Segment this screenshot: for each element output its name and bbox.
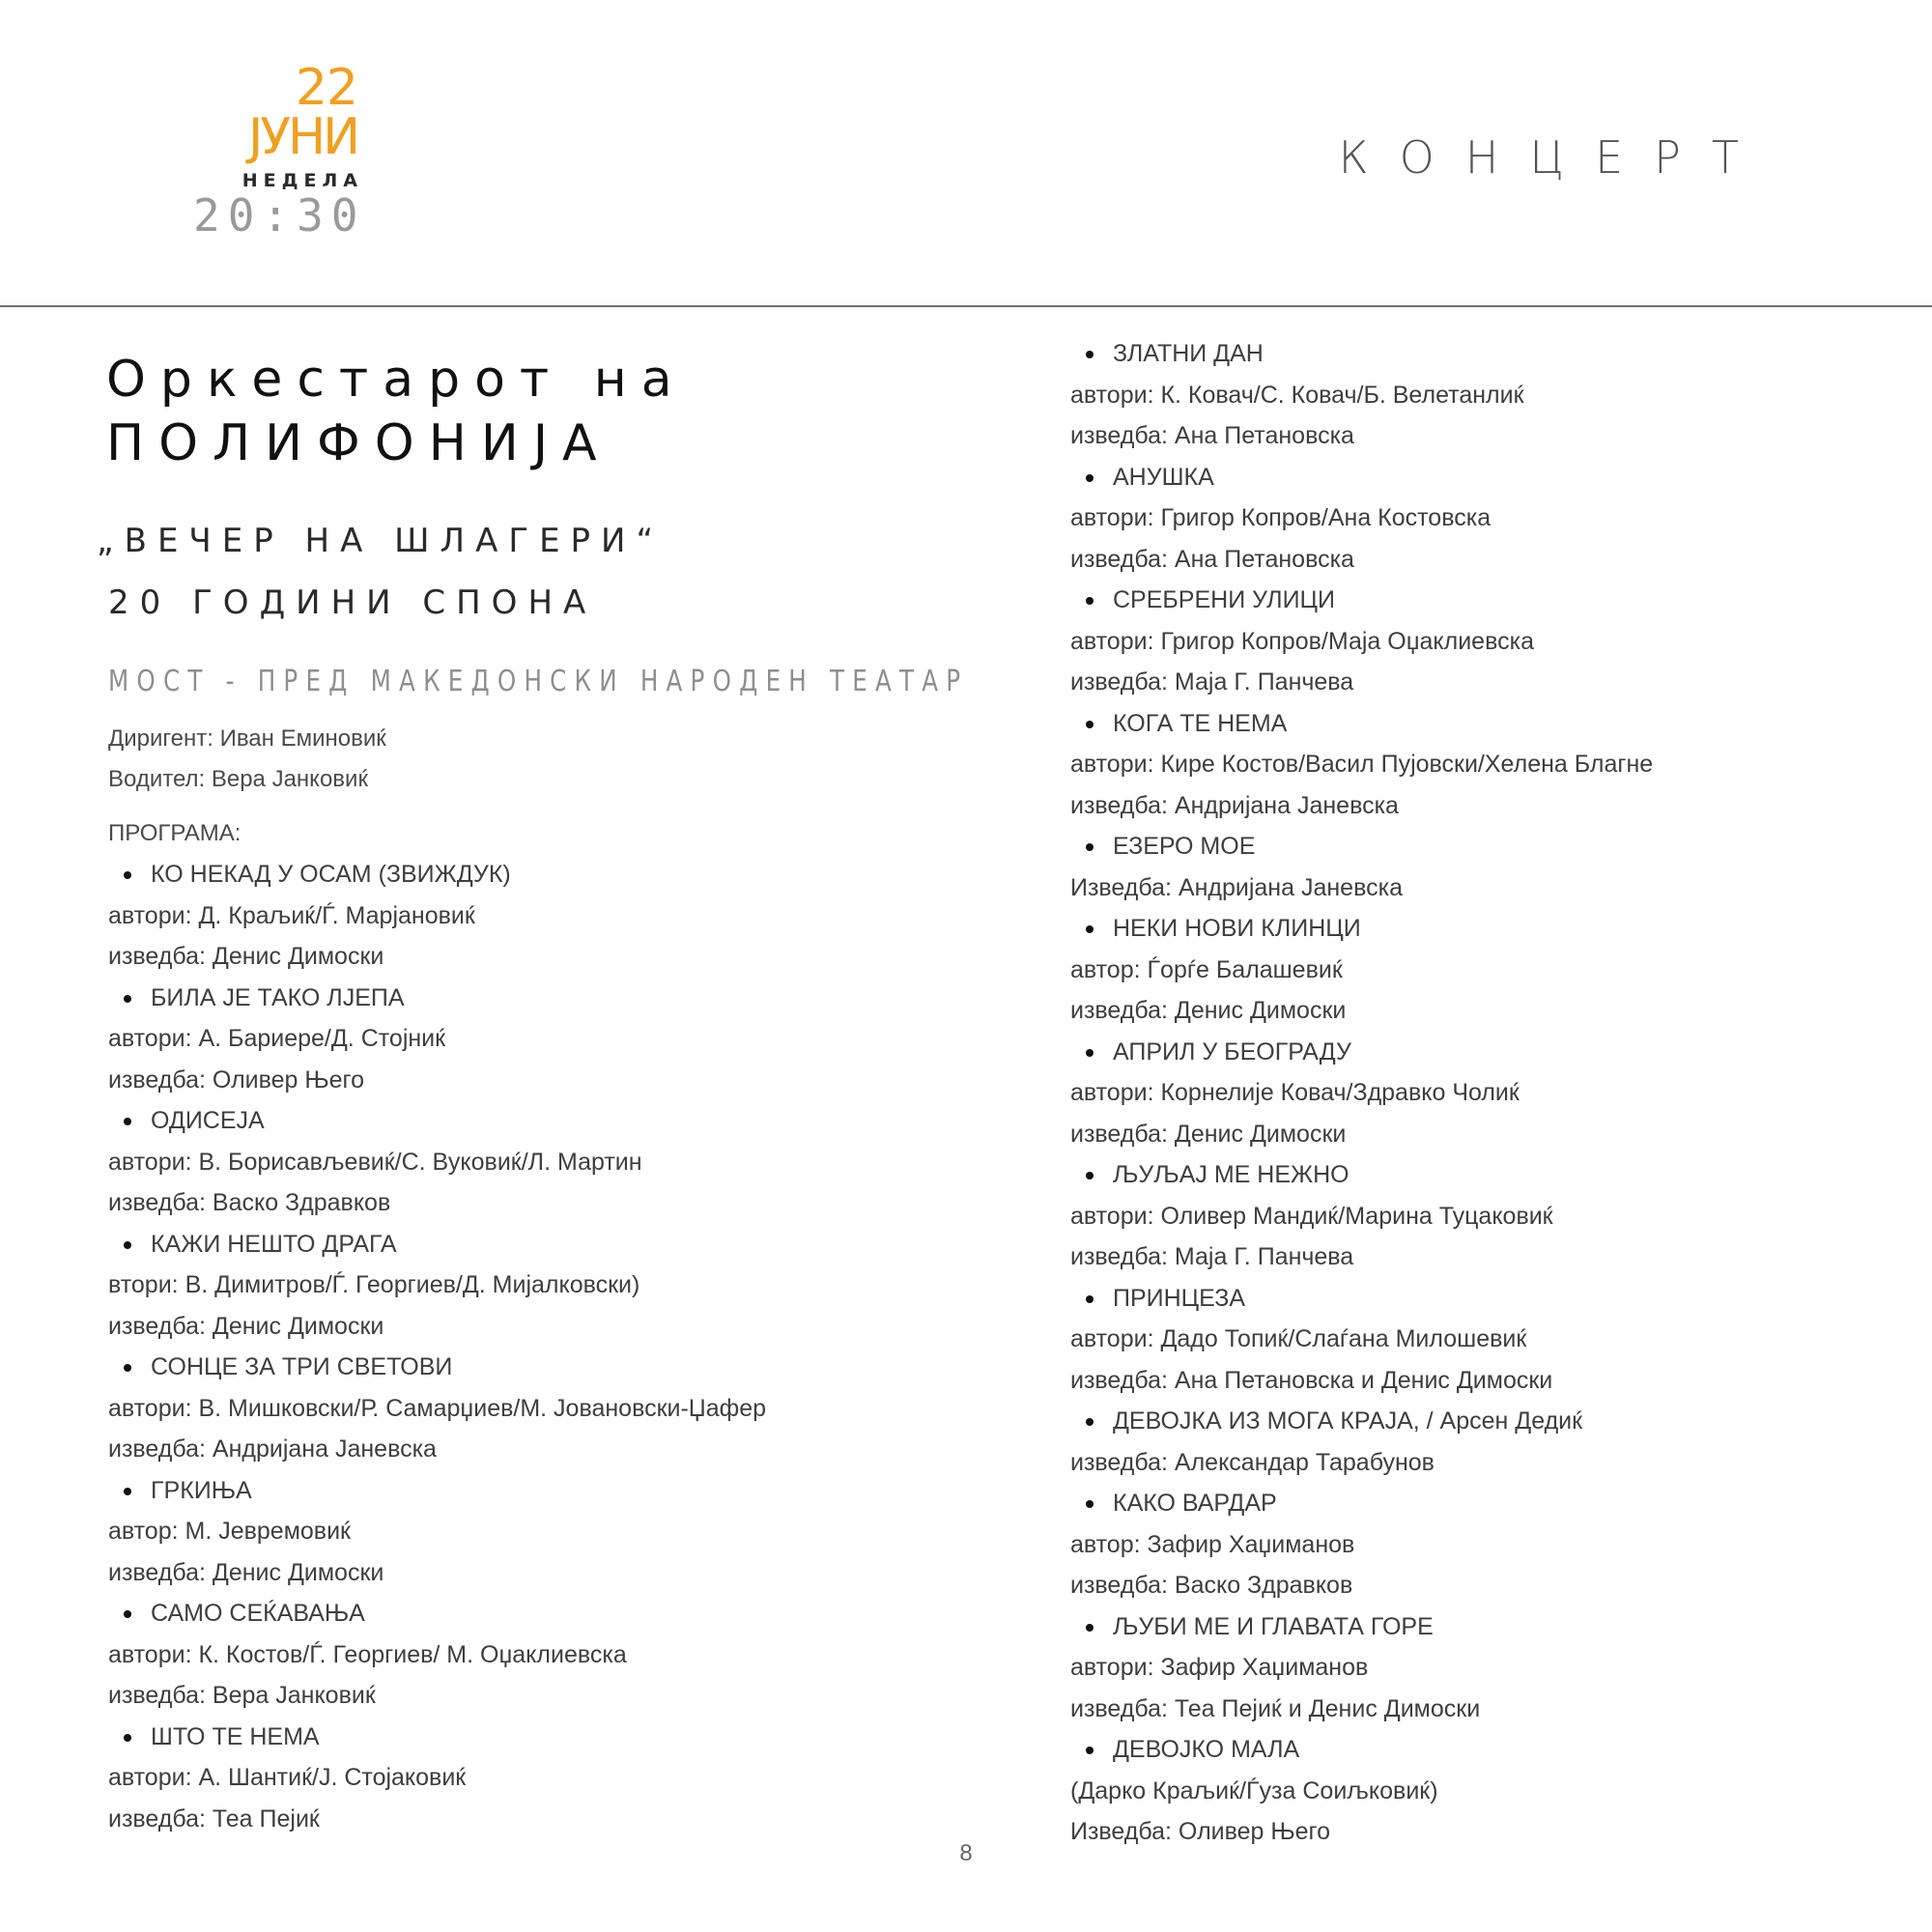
left-column	[97, 348, 978, 1839]
bullet-icon	[1086, 721, 1094, 728]
program-song-title	[108, 854, 978, 895]
program-credit-line: автори: Дадо Топиќ/Слаѓана Милошевиќ	[1070, 1325, 1527, 1352]
song-title-text: ЕЗЕРО МОЕ	[1113, 833, 1256, 860]
program-song-title	[108, 1470, 978, 1512]
program-song-title	[1070, 1729, 1920, 1771]
program-credit-line: автори: В. Мишковски/Р. Самарџиев/М. Јовановски-Џафер	[108, 1394, 767, 1422]
program-credit-line: автори: Григор Копров/Маја Оџаклиевска	[1070, 627, 1534, 655]
bullet-icon	[1086, 843, 1094, 851]
song-title-text: СРЕБРЕНИ УЛИЦИ	[1113, 586, 1336, 613]
bullet-icon	[124, 1118, 131, 1125]
bullet-icon	[124, 1241, 131, 1249]
right-column	[1070, 333, 1920, 1853]
section-label: КОНЦЕРТ	[1338, 131, 1770, 184]
program-credit-line: изведба: Денис Димоски	[108, 943, 384, 970]
song-title-text: ДЕВОЈКА ИЗ МОГА КРАЈА, / Арсен Дедиќ	[1113, 1407, 1583, 1435]
program-credit-line: изведба: Теа Пејиќ	[108, 1804, 320, 1833]
program-credit-line: изведба: Васко Здравков	[108, 1189, 391, 1216]
program-credit-line: изведба: Оливер Њего	[108, 1065, 365, 1094]
song-title-text: ОДИСЕЈА	[151, 1107, 265, 1134]
program-song-title	[108, 1593, 978, 1634]
bullet-icon	[124, 871, 131, 879]
bullet-icon	[124, 1734, 131, 1742]
song-title-text: НЕКИ НОВИ КЛИНЦИ	[1113, 915, 1361, 942]
program-credit-line: автори: К. Костов/Ѓ. Георгиев/ М. Оџаклиевска	[108, 1640, 627, 1668]
program-credit-line: изведба: Денис Димоски	[108, 1312, 384, 1340]
event-subtitle-line-2: 20 ГОДИНИ СПОНА	[108, 583, 597, 622]
bullet-icon	[124, 1488, 131, 1495]
program-song-title	[1070, 1483, 1920, 1524]
program-credit-line: автори: К. Ковач/С. Ковач/Б. Велетанлиќ	[1070, 381, 1524, 409]
program-song-title	[108, 1717, 978, 1758]
program-song-title	[1070, 1606, 1920, 1648]
song-title-text: ДЕВОЈКО МАЛА	[1113, 1736, 1300, 1763]
program-credit-line: изведба: Андријана Јаневска	[1070, 791, 1399, 819]
program-credit-line: автори: Григор Копров/Ана Костовска	[1070, 504, 1492, 531]
bullet-icon	[1086, 1172, 1094, 1179]
program-song-title	[1070, 457, 1920, 498]
program-list-left	[108, 854, 978, 1839]
program-song-title	[108, 1100, 978, 1142]
song-title-text: КАЖИ НЕШТО ДРАГА	[151, 1230, 397, 1258]
song-title-text: ЉУБИ МЕ И ГЛАВАТА ГОРЕ	[1113, 1612, 1434, 1640]
song-title-text: КАКО ВАРДАР	[1113, 1490, 1277, 1517]
program-credit-line: изведба: Александар Тарабунов	[1070, 1448, 1435, 1476]
bullet-icon	[1086, 474, 1094, 482]
song-title-text: БИЛА ЈЕ ТАКО ЛЈЕПА	[151, 983, 405, 1011]
song-title-text: САМО СЕЌАВАЊА	[151, 1600, 365, 1627]
program-credit-line: изведба: Васко Здравков	[1070, 1572, 1353, 1599]
host: Водител: Вера Јанковиќ	[108, 766, 368, 792]
program-credit-line: Изведба: Оливер Њего	[1070, 1818, 1331, 1845]
program-credit-line: (Дарко Краљиќ/Ѓуза Соиљковиќ)	[1070, 1776, 1438, 1804]
song-title-text: АПРИЛ У БЕОГРАДУ	[1113, 1037, 1351, 1065]
date-day: 22	[295, 59, 357, 117]
song-title-text: КОГА ТЕ НЕМА	[1113, 709, 1288, 737]
program-credit-line: изведба: Андријана Јаневска	[108, 1435, 437, 1463]
program-credit-line: автори: Д. Краљиќ/Ѓ. Марјановиќ	[108, 901, 475, 929]
bullet-icon	[124, 995, 131, 1003]
program-song-title	[1070, 1278, 1920, 1320]
song-title-text: СОНЦЕ ЗА ТРИ СВЕТОВИ	[151, 1353, 453, 1380]
program-credit-line: изведба: Ана Петановска	[1070, 545, 1354, 573]
bullet-icon	[1086, 925, 1094, 933]
program-credit-line: автори: Зафир Хаџиманов	[1070, 1654, 1369, 1681]
program-credit-line: автор: М. Јевремовиќ	[108, 1518, 351, 1545]
program-credit-line: изведба: Маја Г. Панчева	[1070, 668, 1354, 696]
song-title-text: ЉУЉАЈ МЕ НЕЖНО	[1113, 1161, 1350, 1188]
program-credit-line: втори: В. Димитров/Ѓ. Георгиев/Д. Мијалковски)	[108, 1271, 640, 1298]
program-song-title	[1070, 1401, 1920, 1442]
event-venue: МОСТ - ПРЕД МАКЕДОНСКИ НАРОДЕН ТЕАТАР	[108, 665, 969, 698]
program-song-title	[1070, 826, 1920, 867]
program-credit-line: автор: Ѓорѓе Балашевиќ	[1070, 955, 1343, 983]
bullet-icon	[124, 1364, 131, 1372]
program-label: ПРОГРАМА:	[108, 820, 242, 846]
program-song-title	[108, 1224, 978, 1265]
program-credit-line: изведба: Теа Пејиќ и Денис Димоски	[1070, 1694, 1481, 1722]
program-credit-line: изведба: Денис Димоски	[1070, 997, 1347, 1024]
event-time: 20:30	[193, 189, 366, 242]
program-credit-line: автори: В. Борисављевиќ/С. Вуковиќ/Л. Мартин	[108, 1148, 642, 1176]
program-credit-line: автори: А. Шантиќ/Ј. Стојаковиќ	[108, 1764, 467, 1791]
page-number: 8	[959, 1840, 973, 1866]
bullet-icon	[1086, 1624, 1094, 1632]
bullet-icon	[1086, 1500, 1094, 1508]
program-credit-line: изведба: Денис Димоски	[108, 1558, 384, 1586]
event-subtitle-line-1: „ВЕЧЕР НА ШЛАГЕРИ“	[97, 522, 665, 560]
program-song-title	[1070, 908, 1920, 950]
conductor: Диригент: Иван Еминовиќ	[108, 725, 386, 752]
program-credit-line: автори: А. Бариере/Д. Стојниќ	[108, 1025, 446, 1052]
event-title-line-1: Оркестарот на	[106, 351, 687, 409]
event-title-line-2: ПОЛИФОНИЈА	[106, 414, 611, 472]
song-title-text: КО НЕКАД У ОСАМ (ЗВИЖДУК)	[151, 861, 511, 888]
program-credit-line: изведба: Вера Јанковиќ	[108, 1682, 376, 1709]
program-credit-line: изведба: Маја Г. Панчева	[1070, 1243, 1354, 1270]
program-song-title	[1070, 333, 1920, 375]
date-weekday: НЕДЕЛА	[242, 170, 363, 191]
program-credit-line: автори: Кире Костов/Васил Пујовски/Хелена Благне	[1070, 751, 1654, 778]
bullet-icon	[1086, 351, 1094, 358]
song-title-text: ШТО ТЕ НЕМА	[151, 1722, 320, 1750]
bullet-icon	[124, 1610, 131, 1618]
program-credit-line: автори: Оливер Мандиќ/Марина Туцаковиќ	[1070, 1202, 1553, 1230]
bullet-icon	[1086, 1049, 1094, 1057]
program-credit-line: автор: Зафир Хаџиманов	[1070, 1530, 1355, 1558]
program-song-title	[1070, 703, 1920, 745]
bullet-icon	[1086, 1418, 1094, 1426]
program-credit-line: изведба: Ана Петановска и Денис Димоски	[1070, 1366, 1553, 1394]
date-month: ЈУНИ	[247, 108, 357, 166]
program-credit-line: изведба: Ана Петановска	[1070, 422, 1354, 449]
program-credit-line: Изведба: Андријана Јаневска	[1070, 873, 1403, 901]
program-song-title	[1070, 1154, 1920, 1196]
program-song-title	[108, 1347, 978, 1388]
program-song-title	[108, 978, 978, 1019]
header-divider	[0, 305, 1932, 307]
program-list-right	[1070, 333, 1920, 1853]
song-title-text: ЗЛАТНИ ДАН	[1113, 340, 1264, 367]
program-song-title	[1070, 580, 1920, 621]
program-song-title	[1070, 1032, 1920, 1073]
program-credit-line: автори: Корнелије Ковач/Здравко Чолиќ	[1070, 1079, 1520, 1106]
bullet-icon	[1086, 1295, 1094, 1303]
song-title-text: ПРИНЦЕЗА	[1113, 1284, 1246, 1312]
bullet-icon	[1086, 597, 1094, 605]
bullet-icon	[1086, 1747, 1094, 1754]
program-credit-line: изведба: Денис Димоски	[1070, 1120, 1347, 1148]
song-title-text: ГРКИЊА	[151, 1476, 252, 1504]
song-title-text: АНУШКА	[1113, 463, 1214, 491]
event-date-block	[193, 59, 366, 242]
